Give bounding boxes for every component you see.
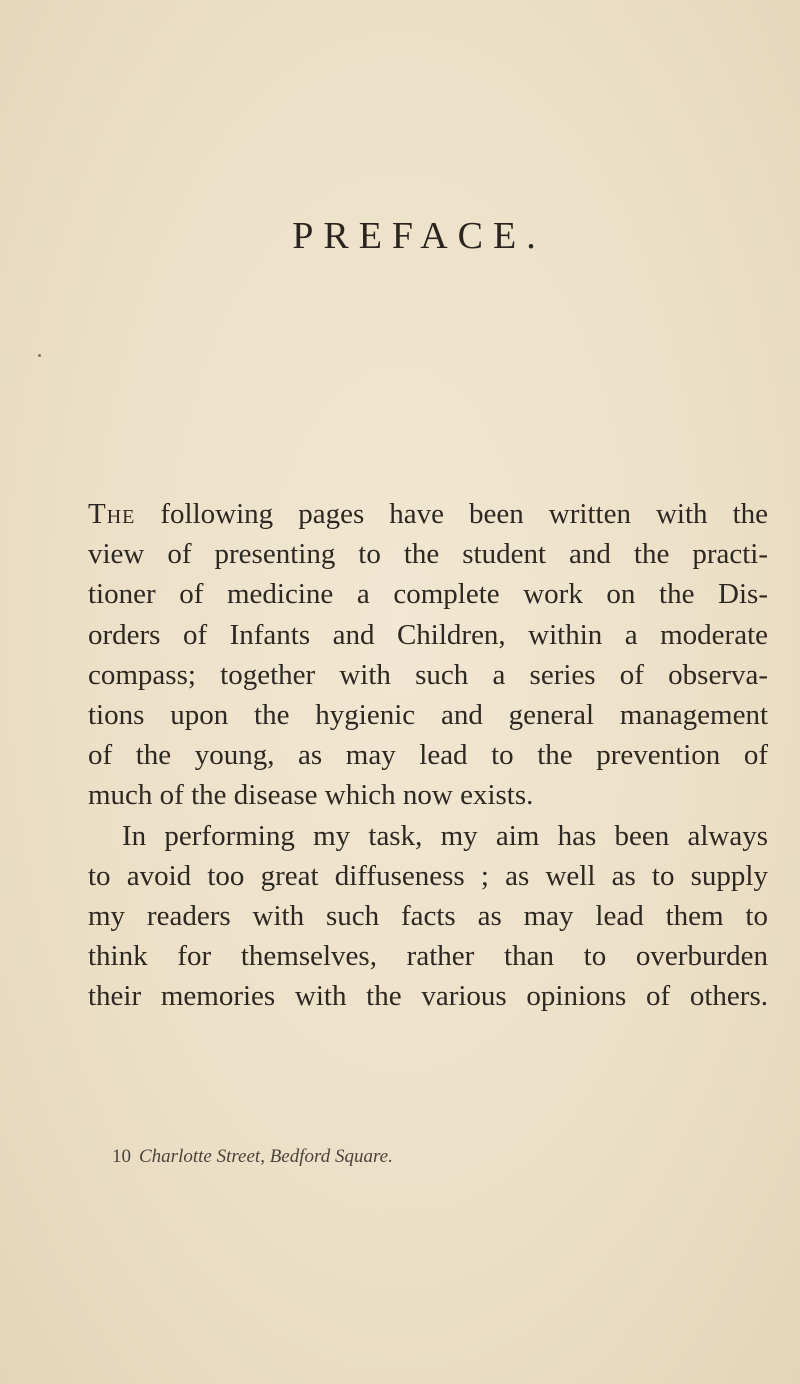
text-line-1 [88,494,768,534]
text-line-2: view of presenting to the student and the practi- [88,538,768,571]
address-number: 10 [112,1146,131,1167]
preface-body [88,494,768,1016]
text-line-11: my readers with such facts as may lead them to [88,899,768,932]
text-line-9: In performing my task, my aim has been always [122,819,768,852]
opening-word: The [88,498,136,530]
text-line-3: tioner of medicine a complete work on the Dis- [88,578,768,611]
text-line-6: tions upon the hygienic and general management [88,698,768,731]
text-line-5: compass; together with such a series of observa- [88,658,768,691]
text-line-4: orders of Infants and Children, within a moderate [88,618,768,651]
text-line-7: of the young, as may lead to the prevention of [88,739,768,772]
text-line-13: their memories with the various opinions of others. [88,980,768,1013]
text-line-8: much of the disease which now exists. [88,779,534,812]
author-address [112,1146,393,1168]
ink-speck [38,354,41,357]
text-line-12: think for themselves, rather than to overburden [88,940,768,973]
page-title: PREFACE. [292,215,546,257]
line-text: following pages have been written with the [135,498,768,530]
text-line-10: to avoid too great diffuseness ; as well as to supply [88,859,768,892]
address-text: Charlotte Street, Bedford Square. [139,1146,393,1167]
